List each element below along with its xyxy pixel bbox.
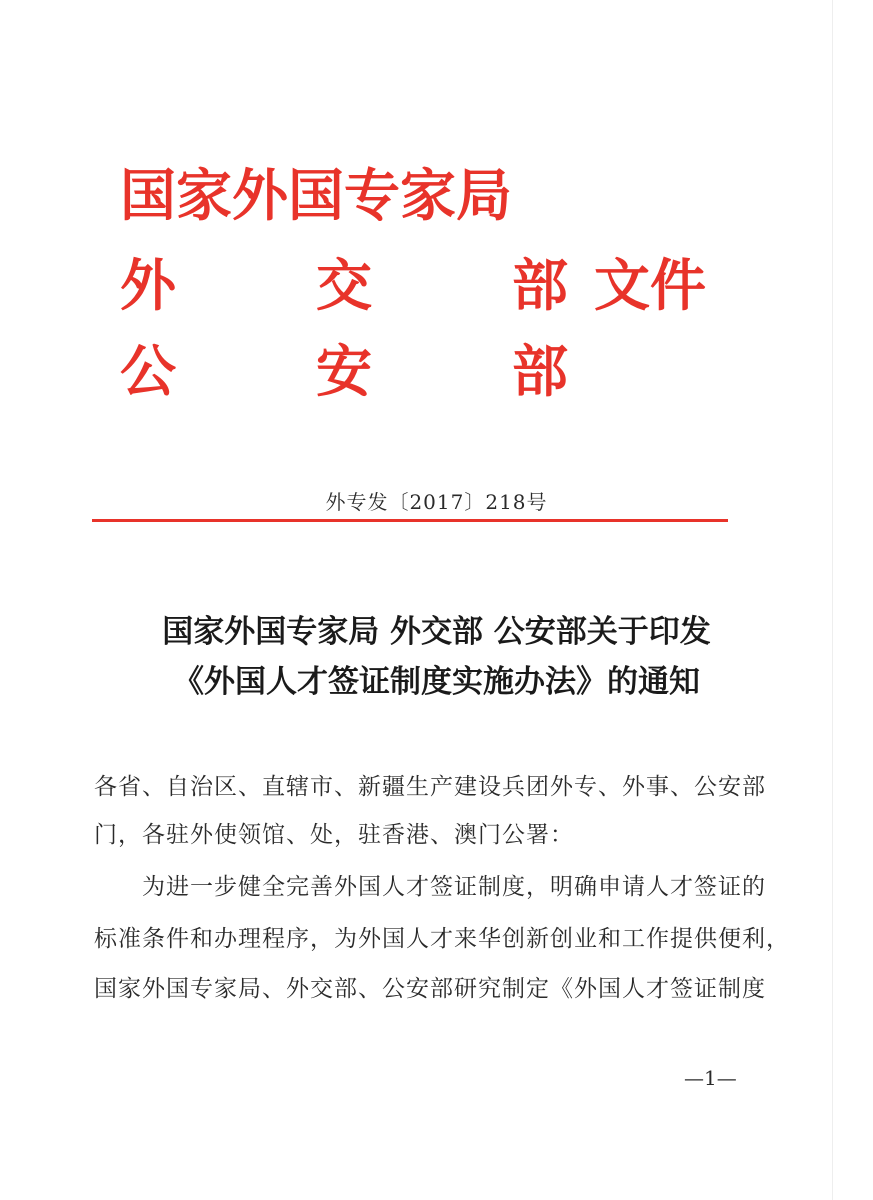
header-security-char: 公	[120, 339, 176, 405]
body-line: 国家外国专家局、外交部、公安部研究制定《外国人才签证制度	[94, 976, 766, 1002]
header-agency-line: 国家外国专家局	[120, 163, 512, 229]
header-ministry-char: 部	[512, 253, 568, 319]
header-security-line	[120, 339, 740, 405]
page-number: —1—	[684, 1066, 737, 1090]
header-document-suffix: 文件	[594, 253, 706, 319]
header-ministry-char: 外	[120, 253, 176, 319]
header-security-char: 安	[316, 339, 372, 405]
body-line: 为进一步健全完善外国人才签证制度，明确申请人才签证的	[94, 874, 766, 900]
scan-edge-shadow	[832, 0, 833, 1200]
red-divider-line	[92, 519, 728, 522]
header-security-char: 部	[512, 339, 568, 405]
body-line: 门，各驻外使领馆、处，驻香港、澳门公署：	[94, 822, 574, 848]
notice-title-line-1: 国家外国专家局 外交部 公安部关于印发	[162, 614, 711, 650]
document-number: 外专发〔2017〕218号	[325, 490, 548, 514]
body-line: 标准条件和办理程序，为外国人才来华创新创业和工作提供便利，	[94, 926, 790, 952]
notice-title-line-2: 《外国人才签证制度实施办法》的通知	[173, 664, 700, 700]
body-line: 各省、自治区、直辖市、新疆生产建设兵团外专、外事、公安部	[94, 774, 766, 800]
header-ministry-line	[120, 253, 740, 319]
header-ministry-char: 交	[316, 253, 372, 319]
